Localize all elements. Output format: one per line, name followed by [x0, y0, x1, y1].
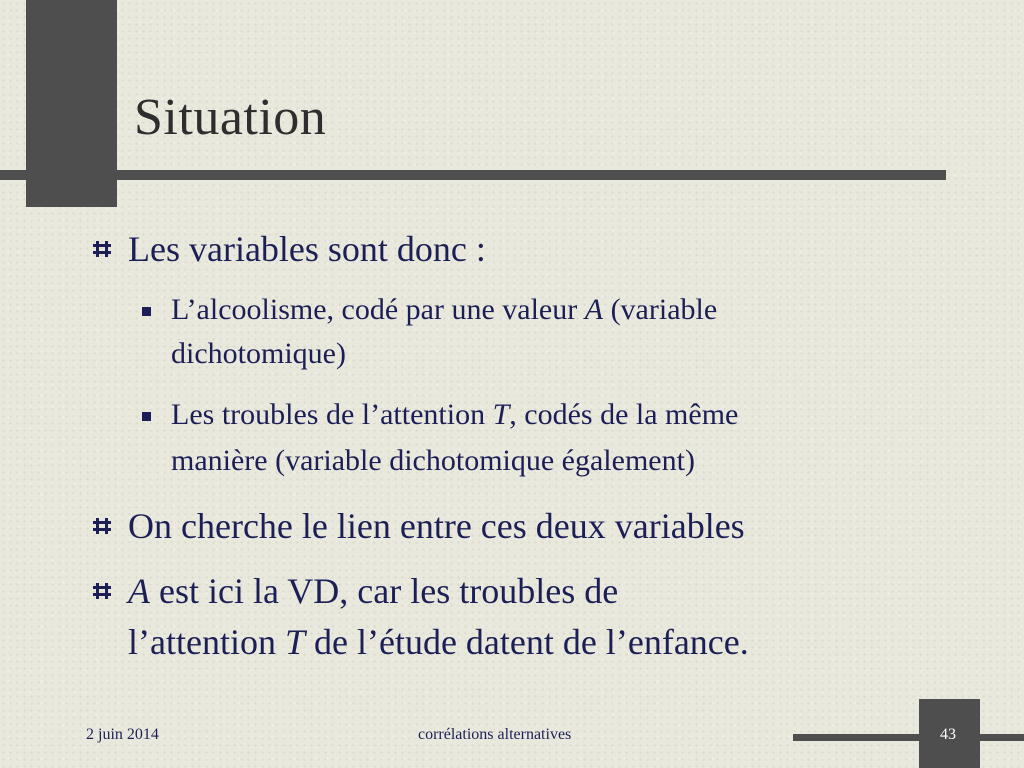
bullet-line: l’attention T de l’étude datent de l’enfance. — [128, 622, 749, 662]
footer-title: corrélations alternatives — [418, 726, 572, 743]
footer-rule — [793, 734, 1024, 741]
square-bullet-icon — [142, 307, 151, 316]
hash-bullet-icon — [92, 516, 112, 536]
sub-bullet-line: manière (variable dichotomique également) — [171, 444, 695, 477]
hash-bullet-icon — [92, 581, 112, 601]
sub-bullet-line: Les troubles de l’attention T, codés de la même — [171, 398, 739, 431]
hash-bullet-icon — [92, 239, 112, 259]
sub-bullet-line: L’alcoolisme, codé par une valeur A (variable — [171, 293, 718, 326]
sub-bullet-line: dichotomique) — [171, 337, 346, 370]
title-rule — [0, 170, 946, 180]
bullet-line: A est ici la VD, car les troubles de — [128, 571, 619, 611]
bullet-text: On cherche le lien entre ces deux variables — [128, 506, 745, 546]
bullet-text: Les variables sont donc : — [128, 229, 486, 269]
slide-title: Situation — [134, 89, 327, 146]
footer-date: 2 juin 2014 — [86, 726, 159, 743]
square-bullet-icon — [142, 412, 151, 421]
page-number: 43 — [940, 726, 956, 743]
